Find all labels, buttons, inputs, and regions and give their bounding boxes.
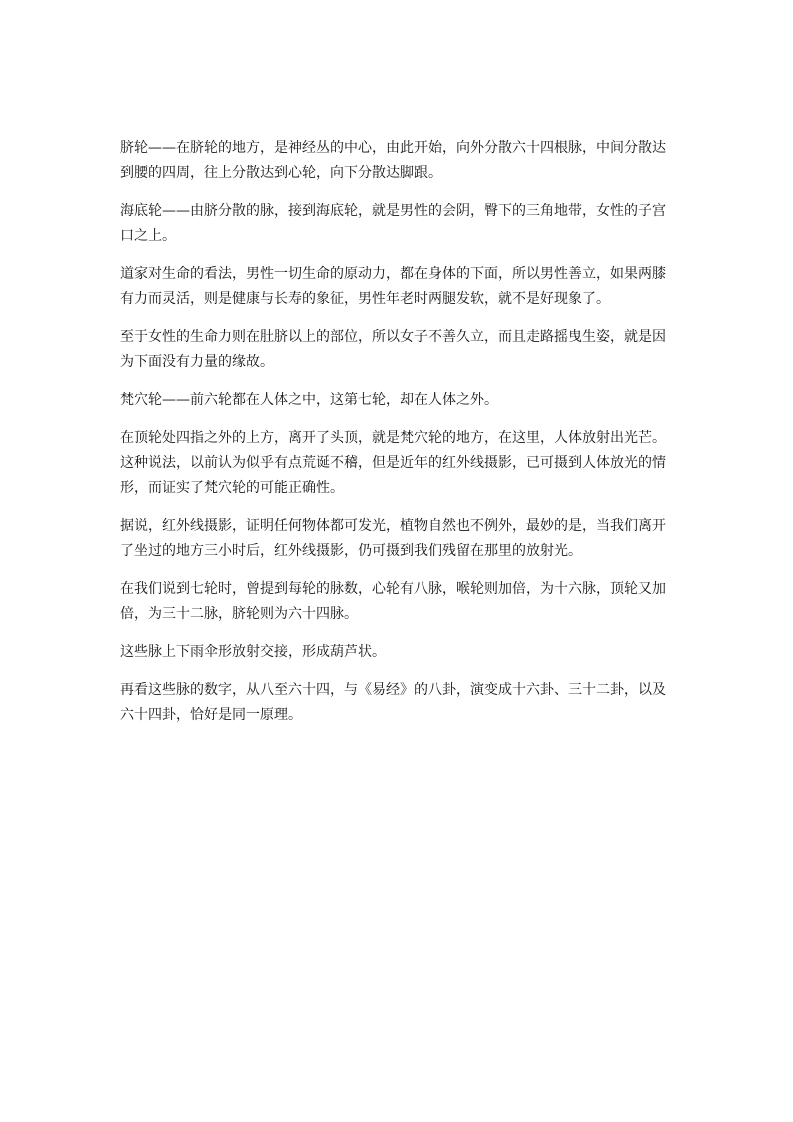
paragraph-infrared-residual-light: 据说，红外线摄影，证明任何物体都可发光，植物自然也不例外，最妙的是，当我们离开了坐过的地方三小时后，红外线摄影，仍可摄到我们残留在那里的放射光。 bbox=[120, 518, 666, 559]
paragraph-gourd-shape: 这些脉上下雨伞形放射交接，形成葫芦状。 bbox=[120, 644, 386, 660]
paragraph-taoist-view-male: 道家对生命的看法，男性一切生命的原动力，都在身体的下面，所以男性善立，如果两膝有力而灵活，则是健康与长寿的象征，男性年老时两腿发软，就不是好现象了。 bbox=[120, 266, 666, 307]
paragraph-yijing-analogy: 再看这些脉的数字，从八至六十四，与《易经》的八卦，演变成十六卦、三十二卦，以及六十四卦，恰好是同一原理。 bbox=[120, 682, 666, 723]
paragraph-infrared-aura: 在顶轮处四指之外的上方，离开了头顶，就是梵穴轮的地方，在这里，人体放射出光芒。这种说法，以前认为似乎有点荒诞不稽，但是近年的红外线摄影，已可摄到人体放光的情形，而证实了梵穴轮的可能正确性。 bbox=[120, 430, 666, 496]
paragraph-female-vitality: 至于女性的生命力则在肚脐以上的部位，所以女子不善久立，而且走路摇曳生姿，就是因为下面没有力量的缘故。 bbox=[120, 329, 666, 370]
paragraph-crown-aperture-chakra: 梵穴轮——前六轮都在人体之中，这第七轮，却在人体之外。 bbox=[120, 392, 498, 408]
paragraph-navel-chakra: 脐轮——在脐轮的地方，是神经丛的中心，由此开始，向外分散六十四根脉，中间分散达到腰的四周，往上分散达到心轮，向下分散达脚跟。 bbox=[120, 140, 666, 181]
paragraph-channel-counts: 在我们说到七轮时，曾提到每轮的脉数，心轮有八脉，喉轮则加倍，为十六脉，顶轮又加倍，为三十二脉，脐轮则为六十四脉。 bbox=[120, 581, 666, 622]
paragraph-root-chakra: 海底轮——由脐分散的脉，接到海底轮，就是男性的会阴，臀下的三角地带，女性的子宫口之上。 bbox=[120, 203, 666, 244]
